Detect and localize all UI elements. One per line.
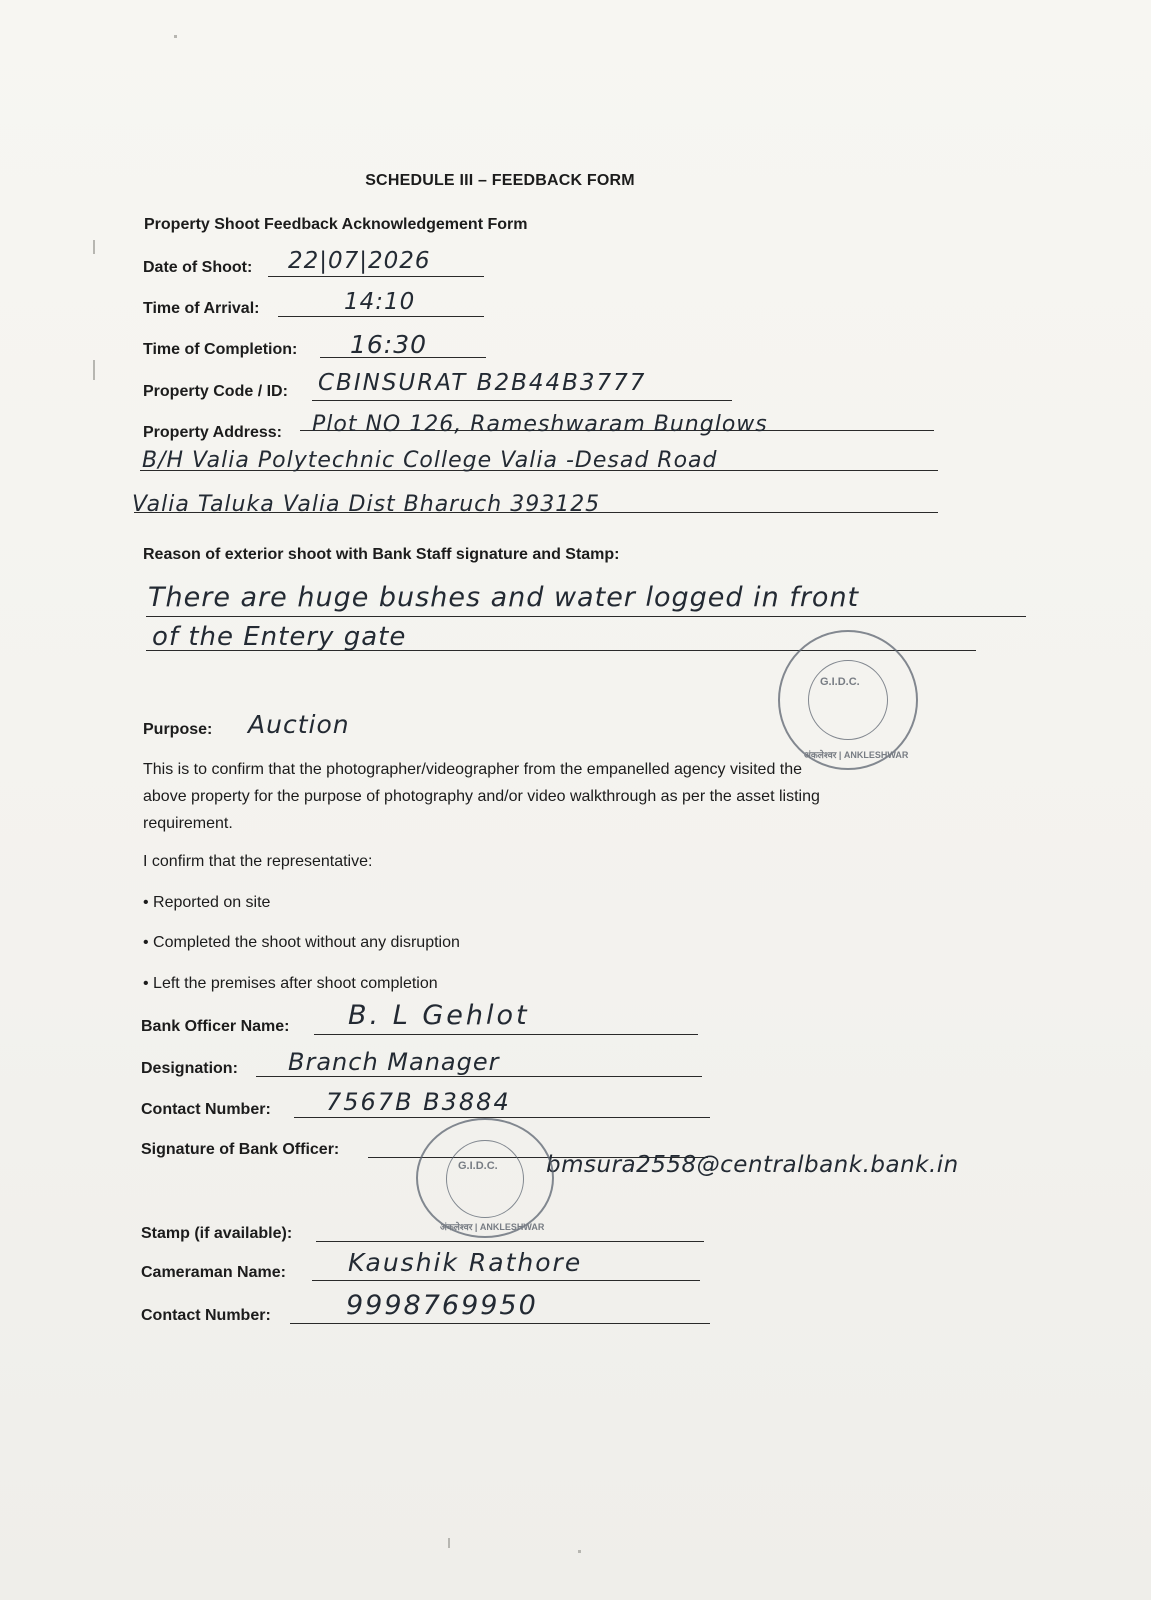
stamp-top-text: G.I.D.C. [820,676,860,688]
designation-line [256,1076,702,1077]
time-of-completion-value: 16:30 [350,330,428,359]
designation-label: Designation: [141,1060,238,1077]
signature-email: bmsura2558@centralbank.bank.in [546,1152,959,1178]
stamp-top-text: G.I.D.C. [458,1160,498,1172]
stamp-bottom-text: अंकलेश्वर | ANKLESHWAR [804,750,909,760]
bullet-item: • Reported on site [143,894,271,911]
confirmation-paragraph [143,756,963,837]
confirmation-line-3: requirement. [143,815,233,832]
reason-line-1 [146,616,1026,617]
scan-speck [174,35,177,38]
bullet-text: Completed the shoot without any disruption [153,934,460,951]
reason-value-1: There are huge bushes and water logged in front [148,582,860,613]
bullet-item: • Completed the shoot without any disruption [143,934,460,951]
confirmation-line-2: above property for the purpose of photography and/or video walkthrough as per the asset listing [143,788,820,805]
cameraman-contact-label: Contact Number: [141,1307,271,1324]
cameraman-name-line [312,1280,700,1281]
date-of-shoot-line [268,276,484,277]
bank-contact-label: Contact Number: [141,1101,271,1118]
signature-label: Signature of Bank Officer: [141,1141,340,1158]
scan-speck [93,240,95,254]
property-address-value-3: Valia Taluka Valia Dist Bharuch 393125 [132,492,601,517]
property-address-value-1: Plot NO 126, Rameshwaram Bunglows [312,412,768,437]
cameraman-contact-line [290,1323,710,1324]
bullet-text: Left the premises after shoot completion [153,975,438,992]
stamp-label: Stamp (if available): [141,1225,293,1242]
cameraman-name-value: Kaushik Rathore [348,1248,583,1277]
reason-value-2: of the Entery gate [152,622,407,652]
gidc-stamp-2 [416,1118,554,1238]
bullet-item: • Left the premises after shoot completion [143,975,438,992]
stamp-inner-ring [446,1140,524,1218]
scan-speck [578,1550,581,1553]
purpose-value: Auction [248,710,350,739]
cameraman-name-label: Cameraman Name: [141,1264,286,1281]
date-of-shoot-label: Date of Shoot: [143,259,253,276]
time-of-arrival-line [278,316,484,317]
bullet-text: Reported on site [153,894,271,911]
property-address-label: Property Address: [143,424,282,441]
scan-speck [93,360,95,380]
cameraman-contact-value: 9998769950 [346,1290,538,1321]
time-of-completion-label: Time of Completion: [143,341,298,358]
form-subtitle: Property Shoot Feedback Acknowledgement Form [144,216,528,233]
bank-contact-line [294,1117,710,1118]
date-of-shoot-value: 22|07|2026 [288,248,431,274]
time-of-arrival-label: Time of Arrival: [143,300,260,317]
bank-officer-name-label: Bank Officer Name: [141,1018,290,1035]
gidc-stamp [778,630,918,770]
designation-value: Branch Manager [288,1048,500,1076]
stamp-inner-ring [808,660,888,740]
bank-contact-value: 7567B B3884 [326,1088,511,1116]
property-code-line [312,400,732,401]
bank-officer-name-value: B. L Gehlot [348,1000,530,1031]
bank-officer-name-line [314,1034,698,1035]
property-code-value: CBINSURAT B2B44B3777 [318,370,647,396]
scan-speck [448,1538,450,1548]
stamp-line [316,1241,704,1242]
confirm-lead: I confirm that the representative: [143,853,373,870]
form-title: SCHEDULE III – FEEDBACK FORM [365,172,635,189]
property-address-value-2: B/H Valia Polytechnic College Valia -Desad Road [142,448,718,473]
reason-label: Reason of exterior shoot with Bank Staff signature and Stamp: [143,546,620,563]
time-of-arrival-value: 14:10 [344,289,416,315]
purpose-label: Purpose: [143,721,213,738]
stamp-bottom-text: अंकलेश्वर | ANKLESHWAR [440,1222,545,1232]
confirmation-line-1: This is to confirm that the photographer/videographer from the empanelled agency visited the [143,761,803,778]
property-code-label: Property Code / ID: [143,383,288,400]
